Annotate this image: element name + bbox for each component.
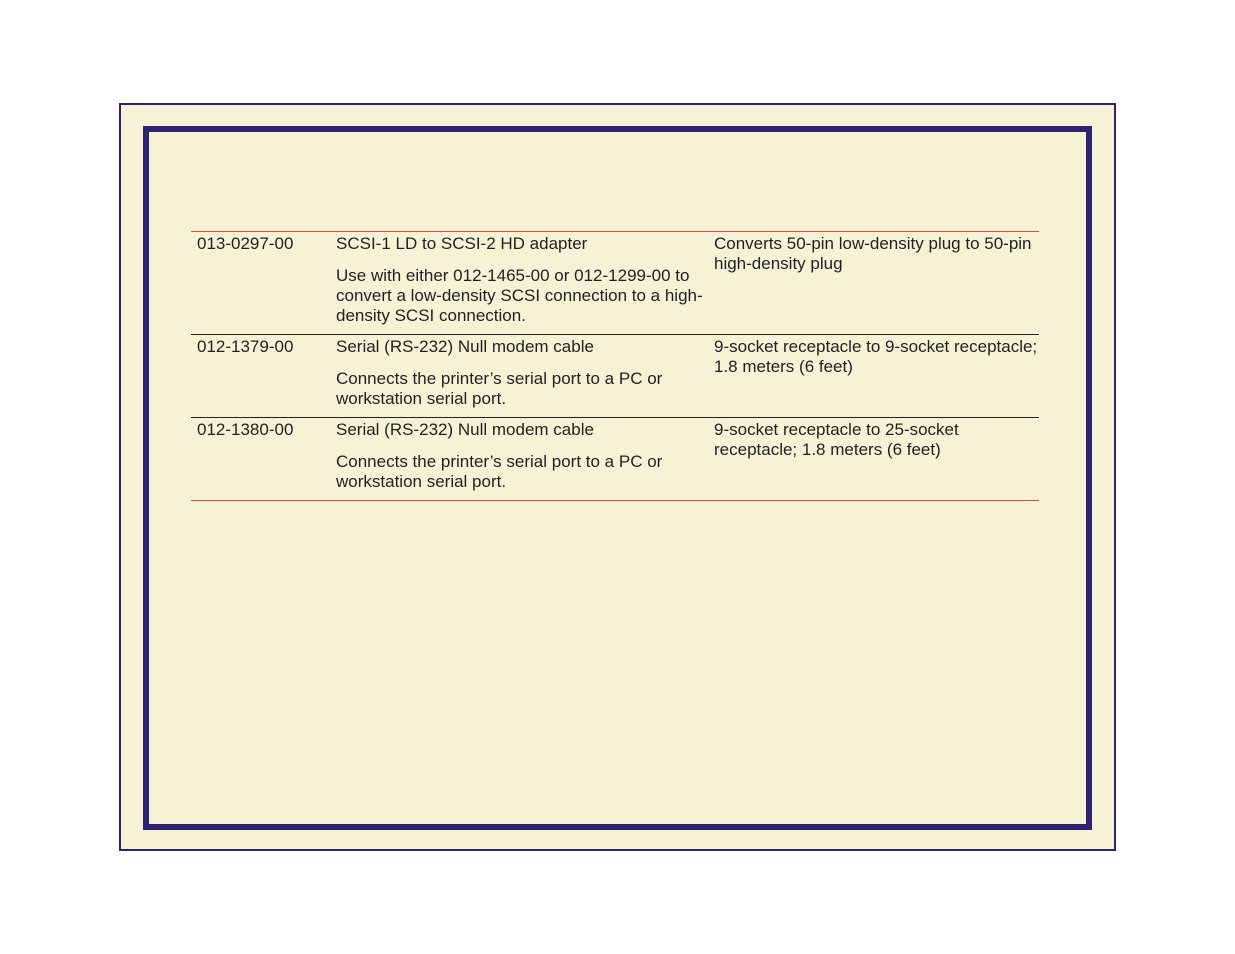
product-note: Connects the printer’s serial port to a PC or workstation serial port. xyxy=(336,369,663,408)
product-note: Use with either 012-1465-00 or 012-1299-00 to convert a low-density SCSI connection to a high-density SCSI connection. xyxy=(336,266,703,325)
description-cell xyxy=(336,418,714,501)
part-number-cell xyxy=(191,418,336,501)
product-name: Serial (RS-232) Null modem cable xyxy=(336,420,594,439)
product-spec: 9-socket receptacle to 25-socket receptacle; 1.8 meters (6 feet) xyxy=(714,420,959,459)
product-name: Serial (RS-232) Null modem cable xyxy=(336,337,594,356)
product-name: SCSI-1 LD to SCSI-2 HD adapter xyxy=(336,234,588,253)
product-spec: 9-socket receptacle to 9-socket receptacle; 1.8 meters (6 feet) xyxy=(714,337,1038,376)
table-row xyxy=(191,335,1039,418)
description-cell xyxy=(336,232,714,335)
spec-cell xyxy=(714,418,1039,501)
product-spec: Converts 50-pin low-density plug to 50-pin high-density plug xyxy=(714,234,1032,273)
spec-cell xyxy=(714,232,1039,335)
spec-cell xyxy=(714,335,1039,418)
part-number: 012-1380-00 xyxy=(197,420,294,439)
part-number: 012-1379-00 xyxy=(197,337,294,356)
product-note: Connects the printer’s serial port to a PC or workstation serial port. xyxy=(336,452,663,491)
part-number-cell xyxy=(191,232,336,335)
part-number: 013-0297-00 xyxy=(197,234,294,253)
description-cell xyxy=(336,335,714,418)
parts-table xyxy=(191,231,1039,501)
table-row xyxy=(191,232,1039,335)
table-row xyxy=(191,418,1039,501)
part-number-cell xyxy=(191,335,336,418)
